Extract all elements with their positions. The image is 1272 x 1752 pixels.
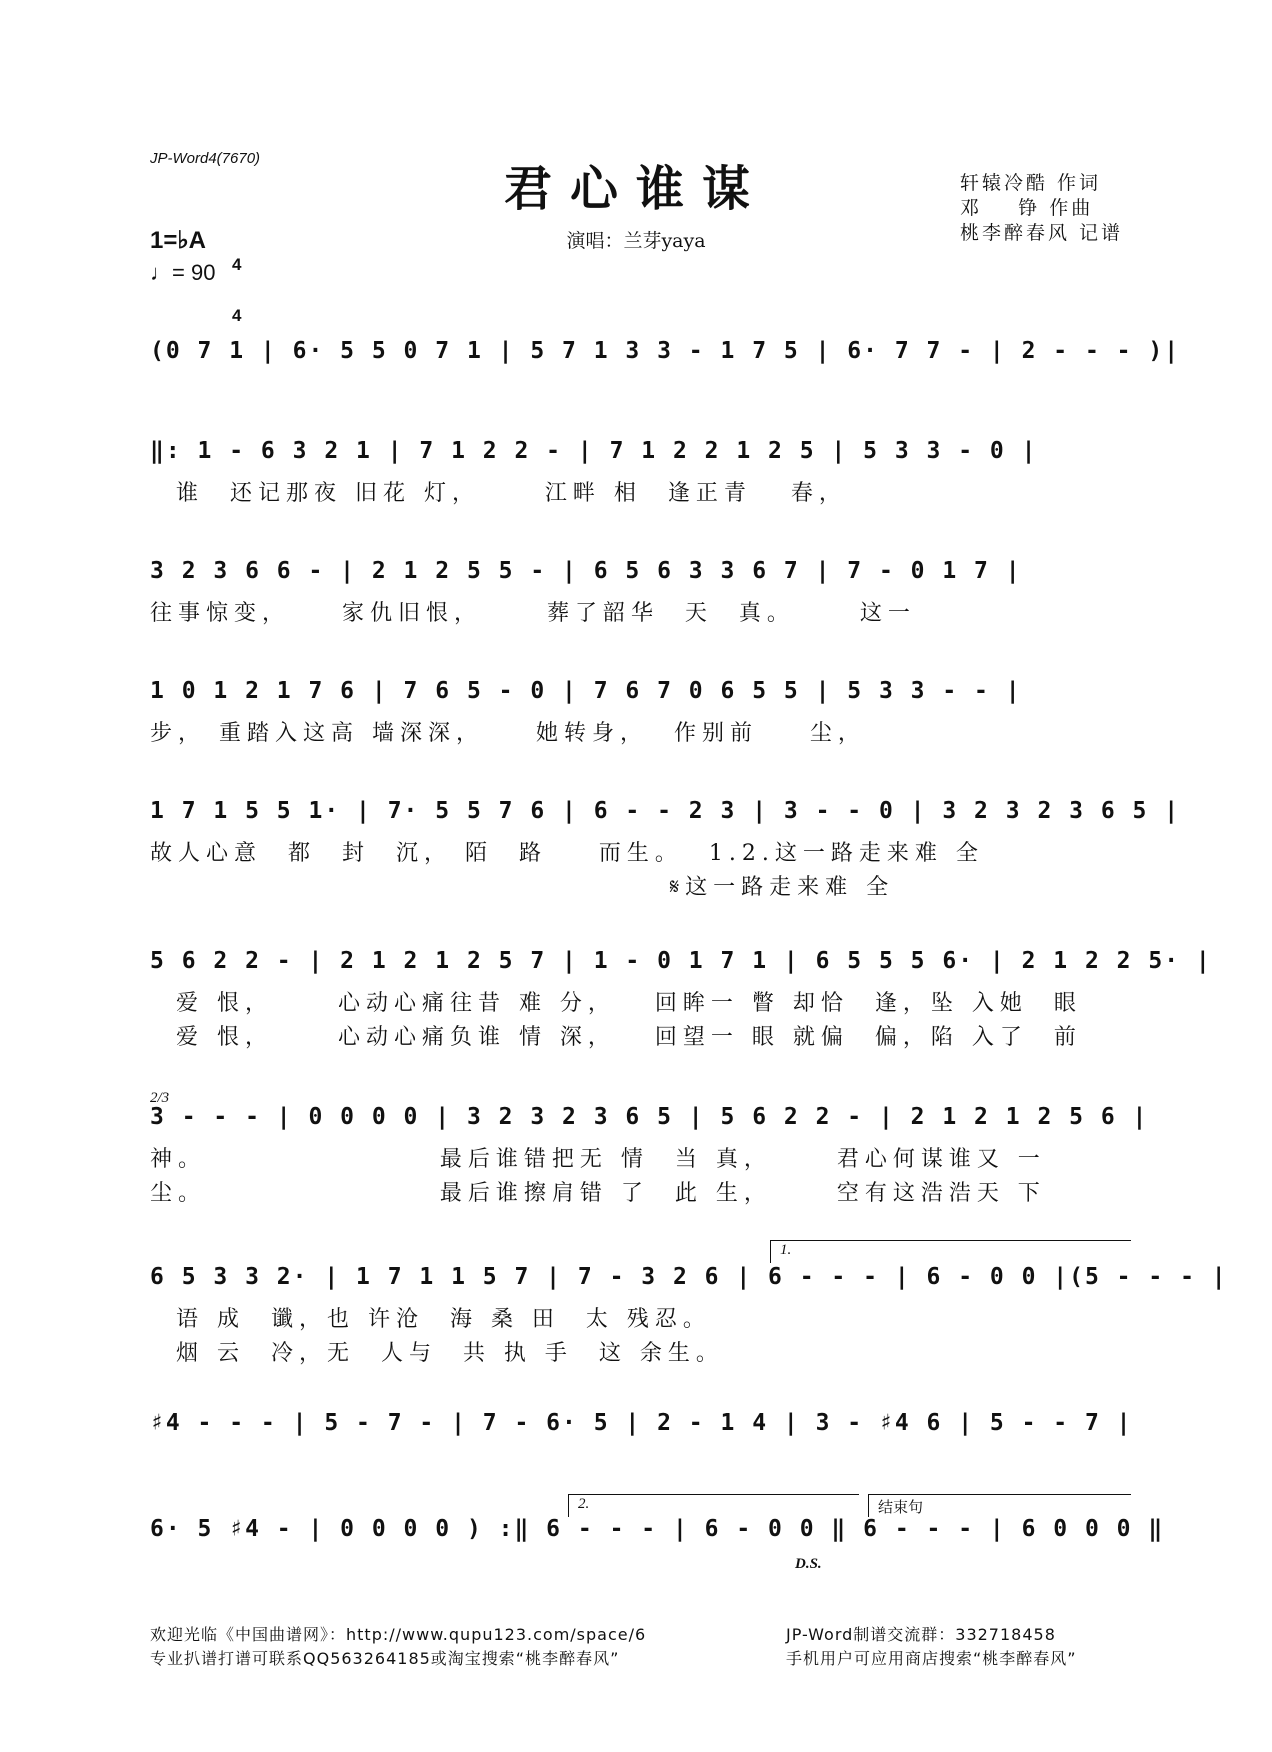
score-line-4-notes: 1 0 1 2 1 7 6 | 7 6 5 - 0 | 7 6 7 0 6 5 5 | 5 3 3 - - | [150, 678, 1022, 704]
score-line-6-lyrics-verse1: 爱 恨， 心动心痛往昔 难 分， 回眸一 瞥 却恰 逢，坠 入她 眼 [150, 991, 1082, 1016]
score-line-5-lyrics-verse2: 𝄋这一路走来难 全 [150, 875, 895, 900]
key-signature: 1=♭A [150, 227, 207, 254]
footer-right-line-1: JP-Word制谱交流群：332718458 [786, 1625, 1056, 1644]
score-line-6-lyrics-verse2: 爱 恨， 心动心痛负谁 情 深， 回望一 眼 就偏 偏，陷 入了 前 [150, 1025, 1082, 1050]
score-line-8-lyrics-verse1: 语 成 谶，也 许沧 海 桑 田 太 残忍。 [150, 1307, 711, 1332]
ending-label: 结束句 [878, 1500, 924, 1516]
time-signature-bottom: 4 [232, 306, 242, 325]
time-signature-top: 4 [232, 255, 242, 274]
footer-right-line-2: 手机用户可应用商店搜索“桃李醉春风” [786, 1649, 1077, 1668]
lyricist-credit: 轩辕冷酷 作词 [960, 172, 1102, 194]
composer-credit: 邓 铮 作曲 [960, 197, 1094, 219]
score-line-3-notes: 3 2 3 6 6 - | 2 1 2 5 5 - | 6 5 6 3 3 6 7 | 7 - 0 1 7 | [150, 558, 1022, 584]
score-line-3-lyrics: 往事惊变， 家仇旧恨， 葬了韶华 天 真。 这一 [150, 601, 916, 626]
score-line-6-notes: 5 6 2 2 - | 2 1 2 1 2 5 7 | 1 - 0 1 7 1 | 6 5 5 5 6· | 2 1 2 2 5· | [150, 948, 1212, 974]
footer-left-line-2: 专业扒谱打谱可联系QQ563264185或淘宝搜索“桃李醉春风” [150, 1649, 620, 1668]
score-line-8-notes: 6 5 3 3 2· | 1 7 1 1 5 7 | 7 - 3 2 6 | 6 - - - | 6 - 0 0 |(5 - - - | [150, 1264, 1228, 1290]
segno-marker: 2/3 [150, 1090, 170, 1106]
volta-2-label: 2. [578, 1496, 590, 1512]
score-line-4-lyrics: 步， 重踏入这高 墙深深， 她转身， 作别前 尘， [150, 721, 866, 746]
software-label: JP-Word4(7670) [150, 150, 261, 167]
score-line-1-notes: (0 7 1 | 6· 5 5 0 7 1 | 5 7 1 3 3 - 1 7 5 | 6· 7 7 - | 2 - - - )| [150, 338, 1181, 364]
score-line-7-notes: 3 - - - | 0 0 0 0 | 3 2 3 2 3 6 5 | 5 6 2 2 - | 2 1 2 1 2 5 6 | [150, 1104, 1149, 1130]
score-line-8-lyrics-verse2: 烟 云 冷，无 人与 共 执 手 这 余生。 [150, 1341, 724, 1366]
score-line-9-notes: ♯4 - - - | 5 - 7 - | 7 - 6· 5 | 2 - 1 4 | 3 - ♯4 6 | 5 - - 7 | [150, 1410, 1133, 1436]
volta-1-label: 1. [780, 1242, 792, 1258]
score-line-10-notes: 6· 5 ♯4 - | 0 0 0 0 ) :‖ 6 - - - | 6 - 0 0 ‖ 6 - - - | 6 0 0 0 ‖ [150, 1516, 1165, 1542]
transcriber-credit: 桃李醉春风 记谱 [960, 222, 1124, 244]
volta-2-bracket [568, 1494, 859, 1517]
footer-left-line-1: 欢迎光临《中国曲谱网》：http://www.qupu123.com/space/6 [150, 1625, 647, 1644]
score-line-7-lyrics-verse2: 尘。 最后谁擦肩错 了 此 生， 空有这浩浩天 下 [150, 1181, 1046, 1206]
song-title: 君心谁谋 [503, 161, 768, 217]
tempo-mark: ♩= 90 [150, 260, 216, 285]
score-line-2-lyrics: 谁 还记那夜 旧花 灯， 江畔 相 逢正青 春， [150, 481, 847, 506]
score-line-5-lyrics-verse1: 故人心意 都 封 沉， 陌 路 而生。 1.2.这一路走来难 全 [150, 841, 984, 866]
score-line-5-notes: 1 7 1 5 5 1· | 7· 5 5 7 6 | 6 - - 2 3 | 3 - - 0 | 3 2 3 2 3 6 5 | [150, 798, 1181, 824]
volta-1-bracket [770, 1240, 1131, 1263]
ds-marker: D.S. [795, 1556, 822, 1572]
time-signature [232, 222, 241, 341]
singer-label: 演唱：兰芽yaya [566, 230, 706, 252]
score-line-2-notes: ‖: 1 - 6 3 2 1 | 7 1 2 2 - | 7 1 2 2 1 2 5 | 5 3 3 - 0 | [150, 438, 1038, 464]
score-line-7-lyrics-verse1: 神。 最后谁错把无 情 当 真， 君心何谋谁又 一 [150, 1147, 1046, 1172]
